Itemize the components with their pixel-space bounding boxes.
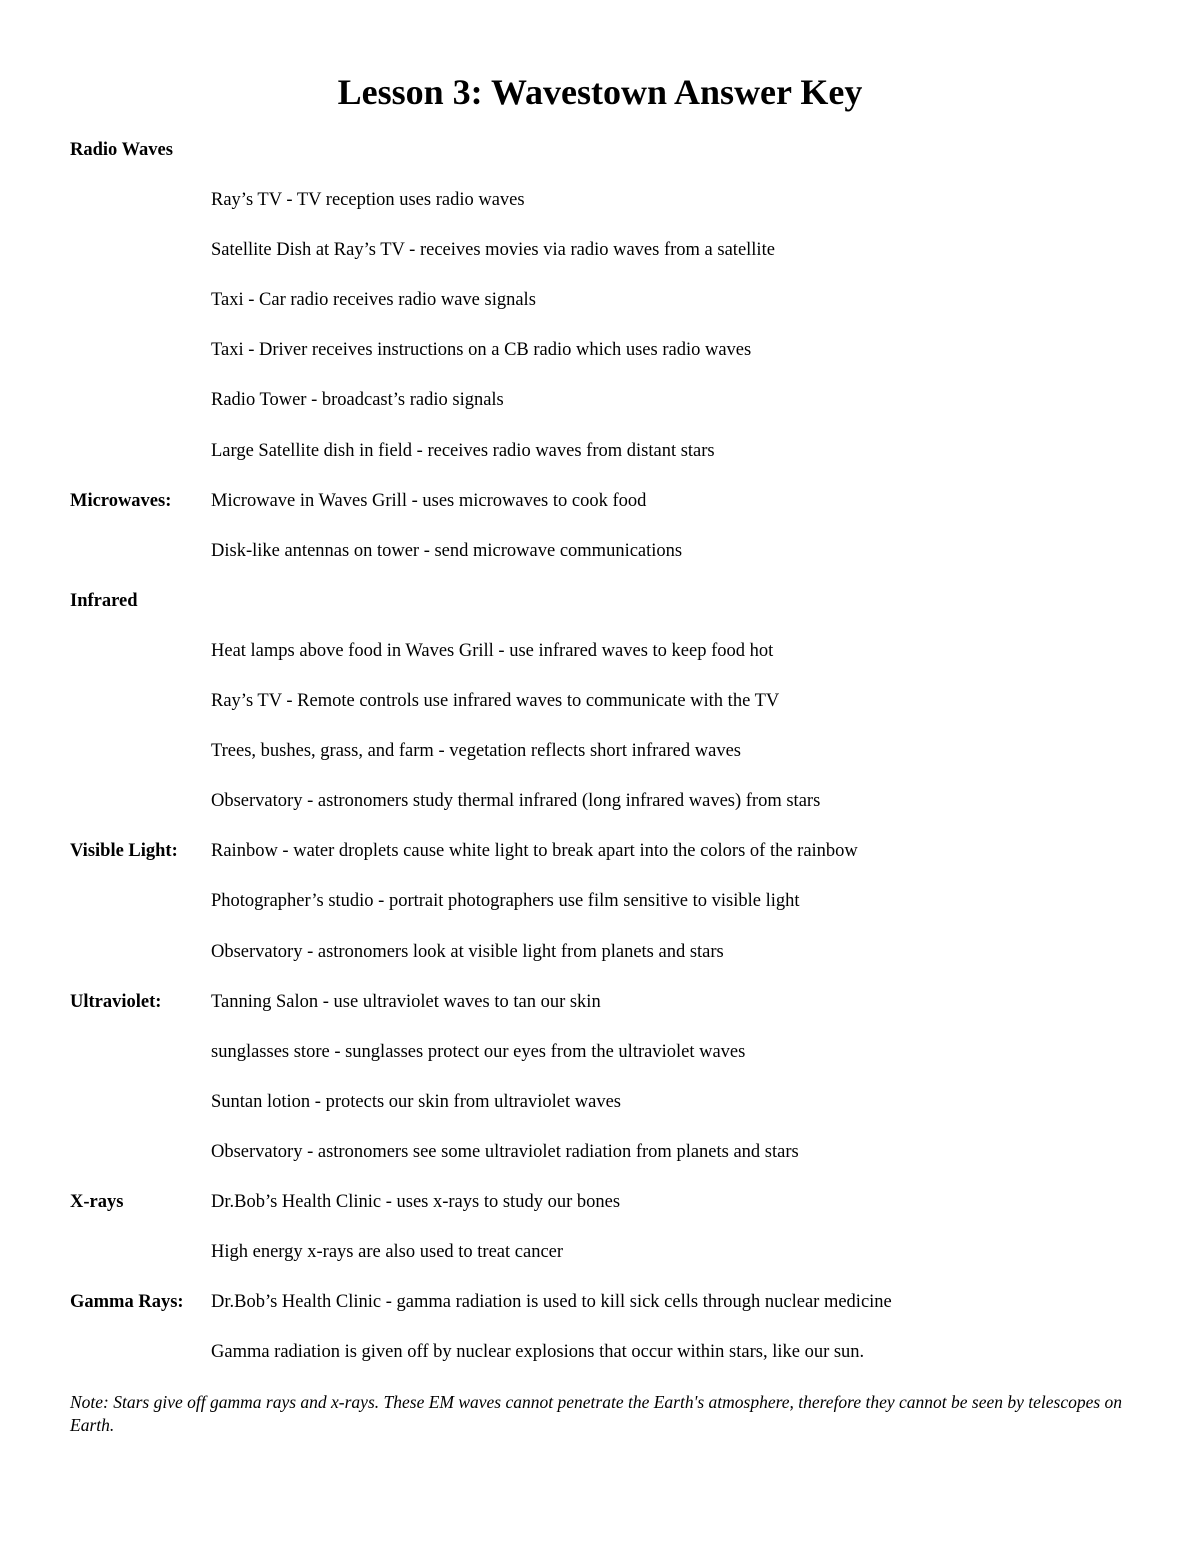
category-label: Radio Waves	[70, 140, 173, 160]
answer-row	[70, 1039, 1130, 1089]
answer-text: Ray’s TV - Remote controls use infrared waves to communicate with the TV	[211, 691, 780, 712]
category-label: Gamma Rays:	[70, 1292, 184, 1313]
answer-text: Disk-like antennas on tower - send microwave communications	[211, 540, 683, 561]
answer-text: sunglasses store - sunglasses protect our eyes from the ultraviolet waves	[211, 1041, 746, 1062]
answer-row	[70, 788, 1130, 838]
answer-row	[70, 538, 1130, 588]
answer-row	[70, 688, 1130, 738]
answer-row	[70, 588, 1130, 638]
footnote: Note: Stars give off gamma rays and x-rays. These EM waves cannot penetrate the Earth's atmosphere, therefore they cannot be seen by telescopes on Earth.	[70, 1392, 1123, 1435]
answer-row	[70, 638, 1130, 688]
answer-row	[70, 1089, 1130, 1139]
category-label: Microwaves:	[70, 490, 172, 511]
answer-text: Rainbow - water droplets cause white light to break apart into the colors of the rainbow	[211, 841, 858, 862]
answer-text: Taxi - Car radio receives radio wave signals	[211, 290, 536, 311]
answer-list	[70, 137, 1130, 1389]
answer-text: Tanning Salon - use ultraviolet waves to tan our skin	[211, 991, 601, 1012]
answer-text: Photographer’s studio - portrait photographers use film sensitive to visible light	[211, 891, 800, 912]
answer-text: Observatory - astronomers study thermal infrared (long infrared waves) from stars	[211, 791, 821, 812]
answer-text: Taxi - Driver receives instructions on a CB radio which uses radio waves	[211, 340, 752, 361]
category-label: Ultraviolet:	[70, 991, 162, 1012]
answer-row	[70, 187, 1130, 237]
answer-row	[70, 939, 1130, 989]
category-label: Visible Light:	[70, 841, 178, 862]
answer-row	[70, 1239, 1130, 1289]
answer-row	[70, 438, 1130, 488]
answer-row	[70, 738, 1130, 788]
answer-text: Gamma radiation is given off by nuclear explosions that occur within stars, like our sun.	[211, 1342, 865, 1363]
answer-text: Radio Tower - broadcast’s radio signals	[211, 390, 504, 411]
answer-row	[70, 1289, 1130, 1339]
answer-text: Dr.Bob’s Health Clinic - gamma radiation is used to kill sick cells through nuclear medicine	[211, 1292, 892, 1313]
answer-text: Suntan lotion - protects our skin from ultraviolet waves	[211, 1091, 622, 1112]
answer-row	[70, 287, 1130, 337]
answer-row	[70, 838, 1130, 888]
page-title: Lesson 3: Wavestown Answer Key	[337, 72, 863, 112]
answer-row	[70, 387, 1130, 437]
answer-row	[70, 1139, 1130, 1189]
answer-text: Heat lamps above food in Waves Grill - use infrared waves to keep food hot	[211, 640, 774, 661]
answer-text: Trees, bushes, grass, and farm - vegetation reflects short infrared waves	[211, 741, 741, 762]
answer-text: Ray’s TV - TV reception uses radio waves	[211, 190, 525, 211]
answer-text: Observatory - astronomers look at visible light from planets and stars	[211, 941, 724, 962]
answer-row	[70, 1339, 1130, 1389]
answer-row	[70, 337, 1130, 387]
answer-row	[70, 1189, 1130, 1239]
answer-row	[70, 989, 1130, 1039]
answer-row	[70, 137, 1130, 187]
answer-text: Observatory - astronomers see some ultraviolet radiation from planets and stars	[211, 1141, 799, 1162]
answer-row	[70, 237, 1130, 287]
answer-text: Dr.Bob’s Health Clinic - uses x-rays to study our bones	[211, 1191, 621, 1212]
answer-text: Microwave in Waves Grill - uses microwaves to cook food	[211, 490, 647, 511]
category-label: X-rays	[70, 1191, 124, 1212]
answer-text: Satellite Dish at Ray’s TV - receives movies via radio waves from a satellite	[211, 240, 775, 261]
answer-row	[70, 488, 1130, 538]
category-label: Infrared	[70, 590, 138, 611]
answer-row	[70, 888, 1130, 938]
answer-text: Large Satellite dish in field - receives radio waves from distant stars	[211, 440, 715, 461]
answer-text: High energy x-rays are also used to treat cancer	[211, 1242, 564, 1263]
